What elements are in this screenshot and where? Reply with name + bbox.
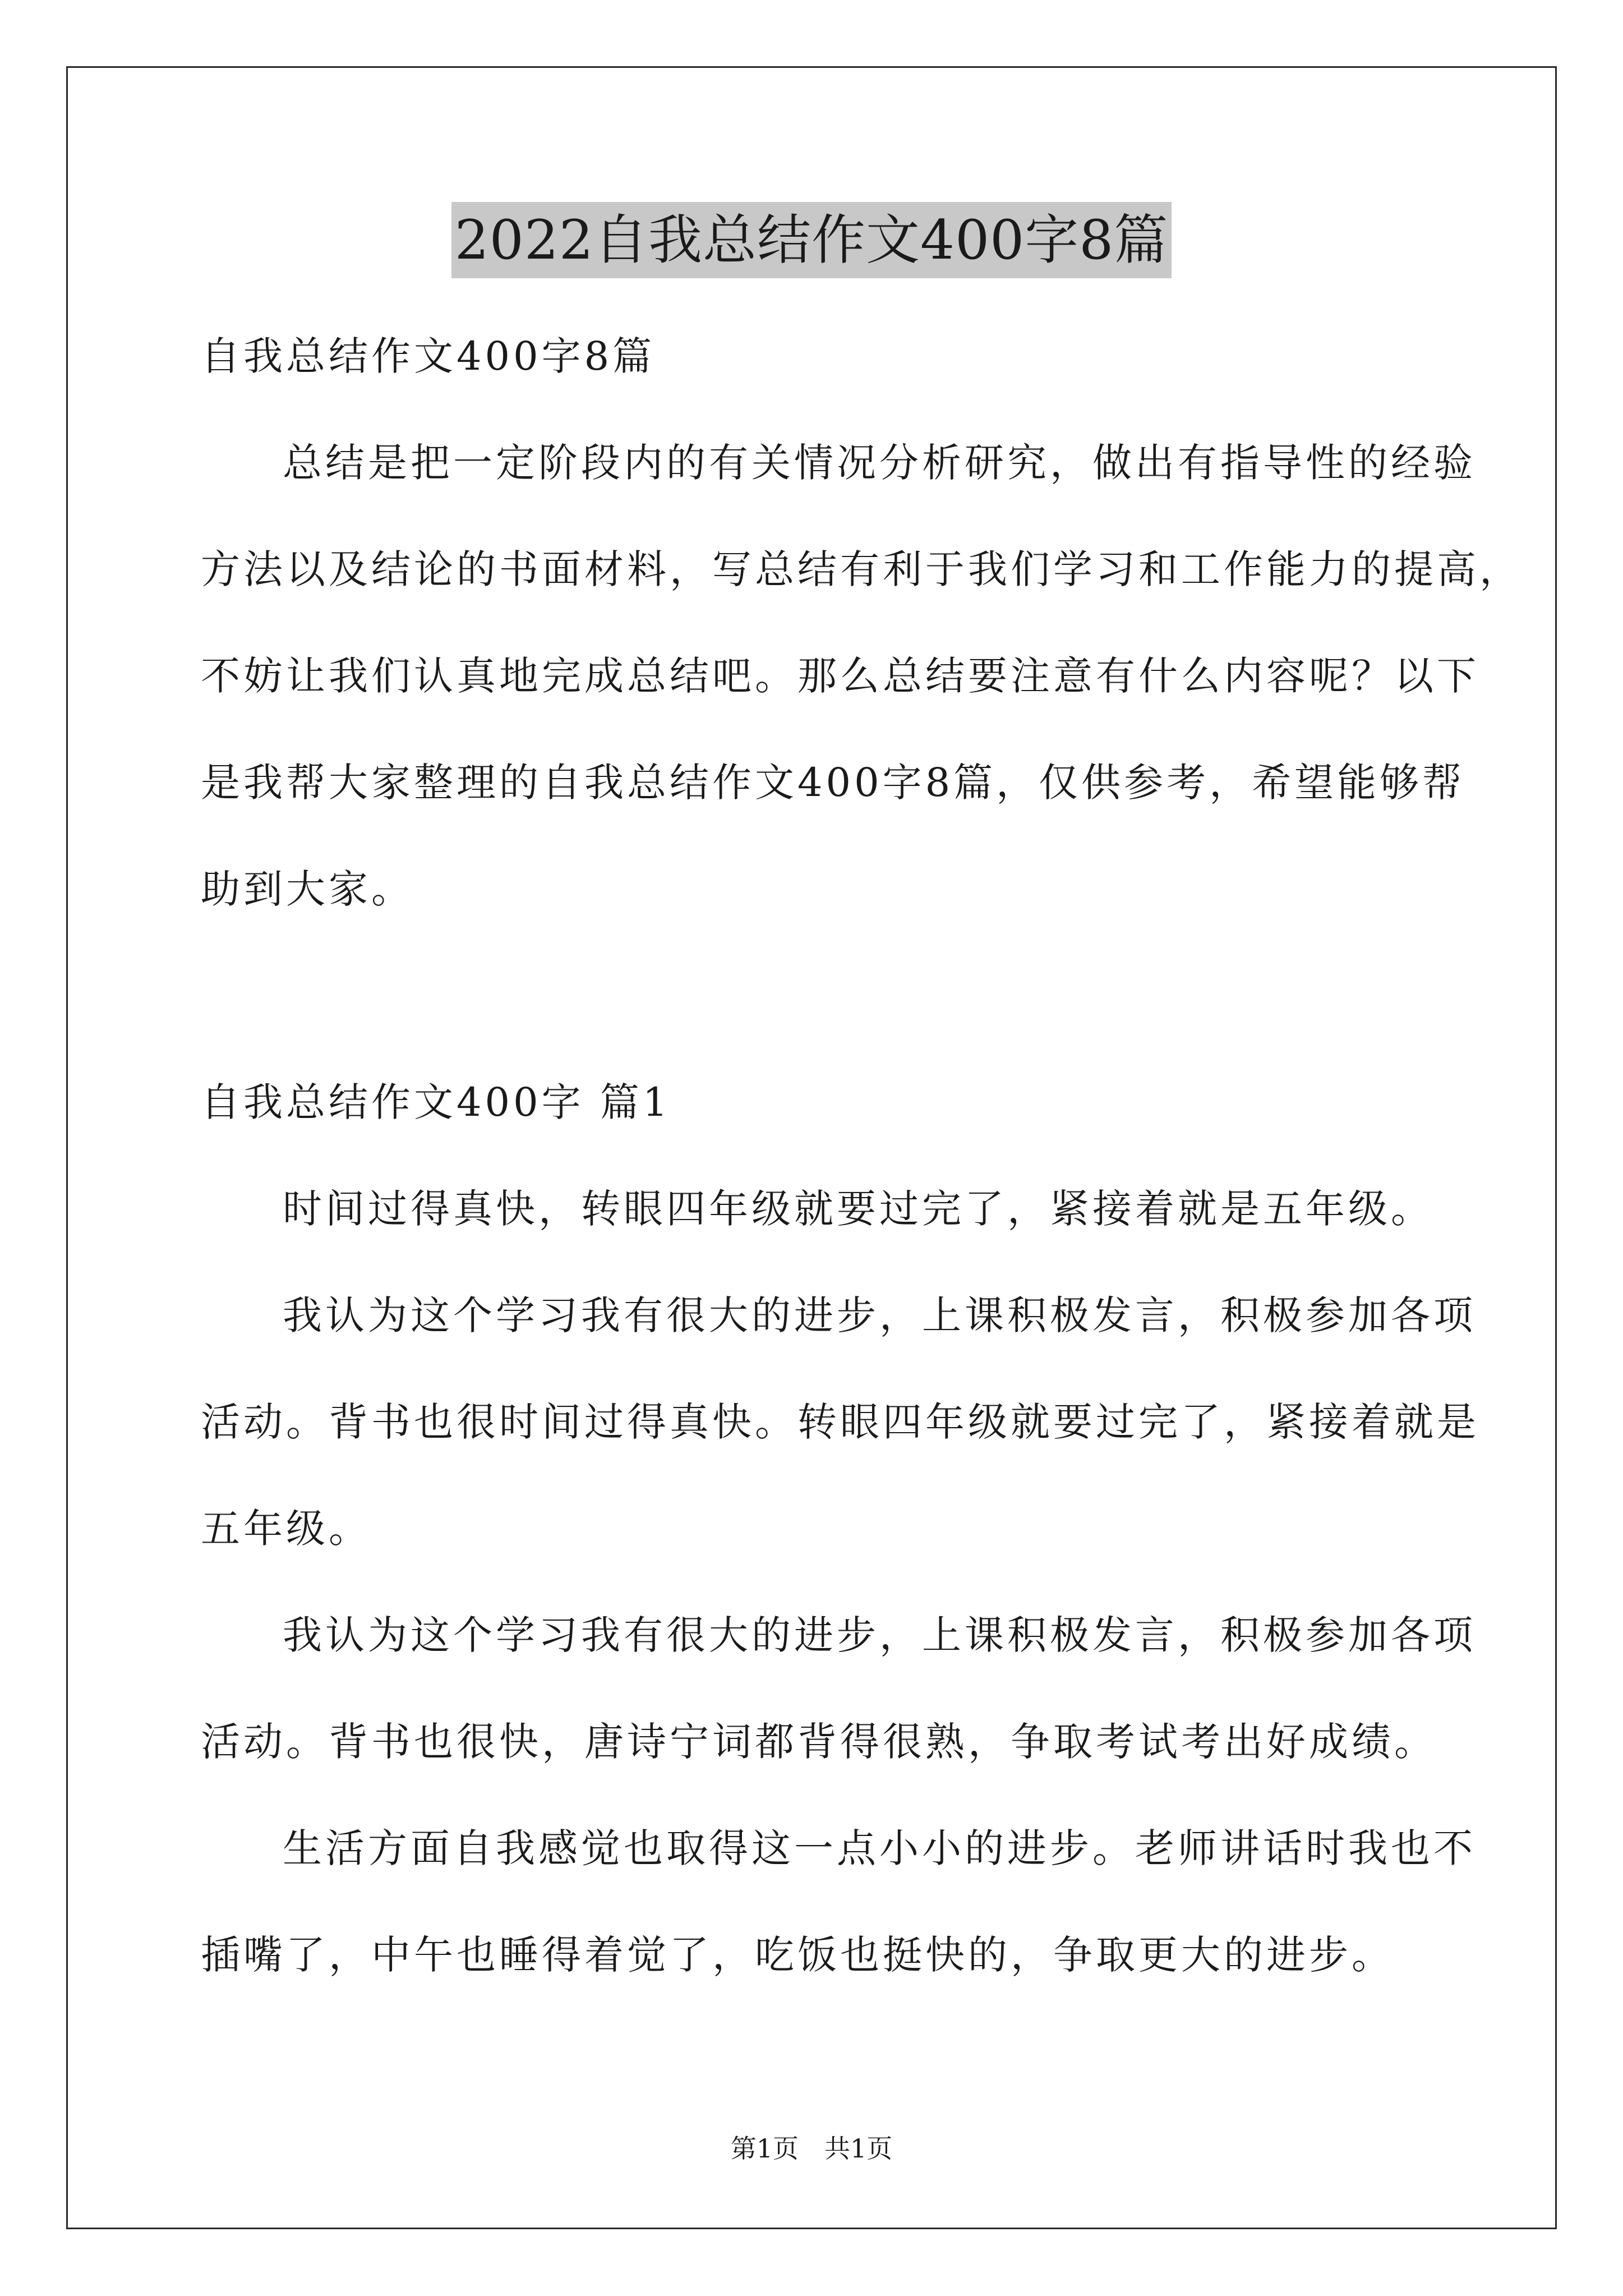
paragraph-line: 方法以及结论的书面材料，写总结有利于我们学习和工作能力的提高，: [201, 546, 1522, 592]
section-heading: 自我总结作文400字 篇1: [201, 1079, 671, 1125]
paragraph-line: 插嘴了，中午也睡得着觉了，吃饭也挺快的，争取更大的进步。: [201, 1932, 1394, 1978]
paragraph-line: 时间过得真快，转眼四年级就要过完了，紧接着就是五年级。: [283, 1186, 1433, 1232]
paragraph-line: 助到大家。: [201, 866, 414, 912]
blank-line: [201, 942, 1432, 1049]
paragraph-line: 不妨让我们认真地完成总结吧。那么总结要注意有什么内容呢？以下: [201, 653, 1479, 699]
page-footer: 第1页 共1页: [730, 2133, 893, 2164]
document-title: 2022自我总结作文400字8篇: [451, 202, 1172, 278]
paragraph-line: 活动。背书也很快，唐诗宁词都背得很熟，争取考试考出好成绩。: [201, 1719, 1437, 1765]
paragraph-line: 活动。背书也很时间过得真快。转眼四年级就要过完了，紧接着就是: [201, 1399, 1479, 1445]
subtitle: 自我总结作文400字8篇: [201, 333, 656, 379]
paragraph-line: 五年级。: [201, 1506, 371, 1552]
paragraph-line: 我认为这个学习我有很大的进步，上课积极发言，积极参加各项: [283, 1292, 1476, 1338]
paragraph-line: 我认为这个学习我有很大的进步，上课积极发言，积极参加各项: [283, 1612, 1476, 1658]
paragraph-line: 生活方面自我感觉也取得这一点小小的进步。老师讲话时我也不: [283, 1825, 1476, 1871]
title-container: [0, 202, 1623, 278]
paragraph-line: 是我帮大家整理的自我总结作文400字8篇，仅供参考，希望能够帮: [201, 760, 1465, 806]
paragraph-line: 总结是把一定阶段内的有关情况分析研究，做出有指导性的经验: [283, 440, 1476, 486]
document-body: [201, 303, 1522, 2008]
